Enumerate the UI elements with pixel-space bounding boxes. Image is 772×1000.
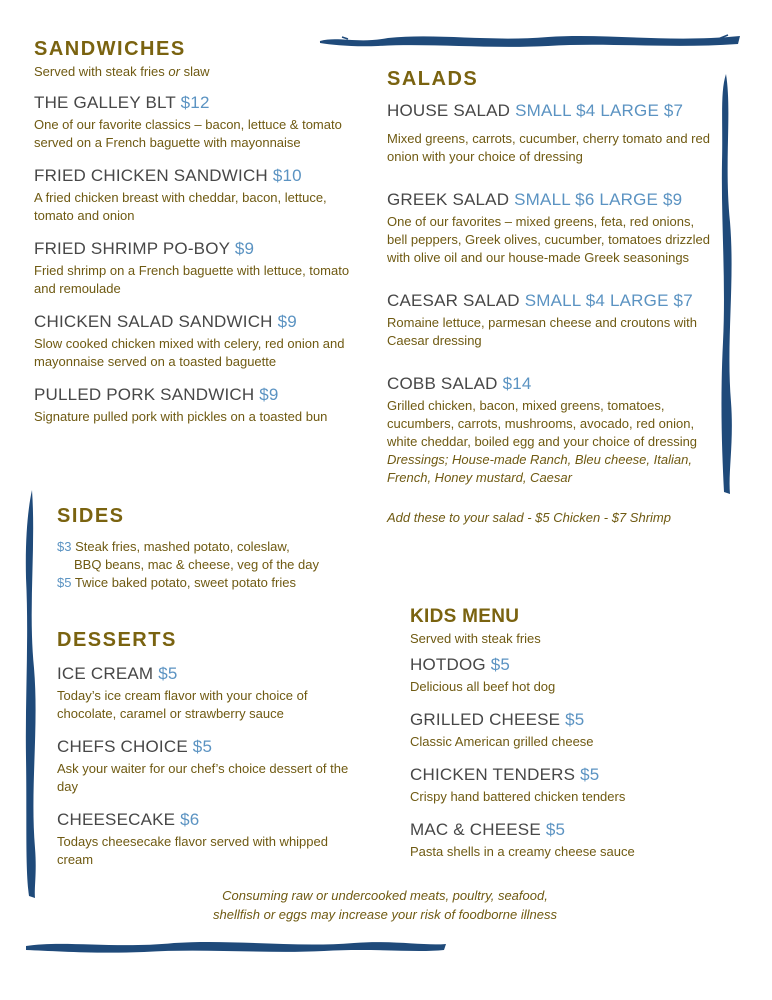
sides-line: $3 Steak fries, mashed potato, coleslaw, (57, 539, 290, 554)
kids-menu-subtitle: Served with steak fries (410, 631, 541, 646)
item-description: Mixed greens, carrots, cucumber, cherry tomato and red onion with your choice of dressing (387, 131, 710, 164)
item-price: $5 (580, 765, 600, 784)
item-price: $5 (545, 820, 566, 839)
menu-item (387, 101, 712, 166)
item-description: Slow cooked chicken mixed with celery, red onion and mayonnaise served on a toasted baguette (34, 336, 345, 369)
item-description: Romaine lettuce, parmesan cheese and croutons with Caesar dressing (387, 315, 698, 348)
item-price: $5 (490, 655, 511, 674)
brush-stroke-bottom (24, 936, 448, 956)
item-description: Crispy hand battered chicken tenders (410, 789, 626, 804)
menu-item (57, 810, 357, 869)
item-description: Grilled chicken, bacon, mixed greens, tomatoes, cucumbers, carrots, mushrooms, avocado, red onion, white cheddar, boiled egg and your choice of dressing (387, 398, 698, 449)
item-price: $5 (192, 737, 213, 756)
salad-addon-note: Add these to your salad - $5 Chicken - $7 Shrimp (387, 510, 671, 525)
sides-line: $5 Twice baked potato, sweet potato fries (57, 575, 296, 590)
item-description: One of our favorites – mixed greens, feta, red onions, bell peppers, Greek olives, cucumber, tomatoes drizzled with olive oil and our house-made Greek seasonings (387, 214, 710, 265)
item-description: Todays cheesecake flavor served with whipped cream (57, 834, 328, 867)
menu-item (34, 239, 364, 298)
item-price: $5 (158, 664, 178, 683)
item-name: CHICKEN TENDERS (410, 765, 576, 784)
item-description: Ask your waiter for our chef’s choice dessert of the day (57, 761, 349, 794)
menu-item (387, 190, 712, 267)
food-safety-notice (170, 886, 600, 924)
item-description: Delicious all beef hot dog (410, 679, 556, 694)
item-name: CAESAR SALAD (387, 291, 520, 310)
item-price: $12 (180, 93, 210, 112)
item-name: PULLED PORK SANDWICH (34, 385, 255, 404)
sandwiches-subtitle: Served with steak fries or slaw (34, 64, 210, 79)
item-name: HOTDOG (410, 655, 486, 674)
sides-price: $3 (57, 539, 72, 554)
item-name: THE GALLEY BLT (34, 93, 176, 112)
notice-line: Consuming raw or undercooked meats, poultry, seafood, (222, 888, 548, 903)
item-name: HOUSE SALAD (387, 101, 511, 120)
item-description: A fried chicken breast with cheddar, bacon, lettuce, tomato and onion (34, 190, 327, 223)
brush-stroke-left (22, 488, 44, 900)
item-price: $9 (234, 239, 255, 258)
menu-item (410, 765, 720, 806)
item-price: $14 (502, 374, 532, 393)
item-name: CHEESECAKE (57, 810, 176, 829)
item-price: $9 (259, 385, 279, 404)
item-price: $9 (277, 312, 297, 331)
sides-price: $5 (57, 575, 72, 590)
menu-item (34, 312, 364, 371)
item-name: COBB SALAD (387, 374, 498, 393)
menu-item (34, 93, 364, 152)
menu-item (387, 291, 712, 350)
menu-item (57, 737, 357, 796)
menu-item (387, 374, 712, 487)
salads-section (387, 68, 712, 527)
item-name: CHEFS CHOICE (57, 737, 188, 756)
item-description: Signature pulled pork with pickles on a toasted bun (34, 409, 328, 424)
brush-stroke-right (718, 72, 740, 496)
sides-section (57, 505, 357, 592)
sandwiches-section (34, 38, 364, 426)
item-name: MAC & CHEESE (410, 820, 541, 839)
item-price: SMALL $4 LARGE $7 (515, 101, 684, 120)
item-price: $5 (565, 710, 585, 729)
item-name: GREEK SALAD (387, 190, 510, 209)
item-price: $10 (272, 166, 302, 185)
dressings-note: Dressings; House-made Ranch, Bleu cheese, Italian, French, Honey mustard, Caesar (387, 452, 692, 485)
menu-item (34, 166, 364, 225)
item-name: FRIED SHRIMP PO-BOY (34, 239, 230, 258)
menu-item (34, 385, 364, 426)
menu-item (57, 664, 357, 723)
salads-title: SALADS (387, 68, 479, 90)
item-price: SMALL $4 LARGE $7 (524, 291, 693, 310)
brush-stroke-top (318, 30, 742, 52)
item-name: GRILLED CHEESE (410, 710, 561, 729)
sides-title: SIDES (57, 505, 125, 527)
notice-line: shellfish or eggs may increase your risk of foodborne illness (213, 907, 557, 922)
kids-menu-title: KIDS MENU (410, 606, 520, 627)
item-price: $6 (180, 810, 200, 829)
item-description: Classic American grilled cheese (410, 734, 594, 749)
sides-line: BBQ beans, mac & cheese, veg of the day (74, 557, 319, 572)
item-description: Fried shrimp on a French baguette with lettuce, tomato and remoulade (34, 263, 350, 296)
item-description: Today’s ice cream flavor with your choice of chocolate, caramel or strawberry sauce (57, 688, 308, 721)
item-name: FRIED CHICKEN SANDWICH (34, 166, 268, 185)
sandwiches-title: SANDWICHES (34, 38, 186, 60)
item-name: CHICKEN SALAD SANDWICH (34, 312, 273, 331)
desserts-section (57, 629, 357, 869)
desserts-title: DESSERTS (57, 629, 177, 651)
item-description: Pasta shells in a creamy cheese sauce (410, 844, 635, 859)
kids-menu-section (410, 606, 720, 861)
menu-item (410, 655, 720, 696)
item-name: ICE CREAM (57, 664, 154, 683)
item-description: One of our favorite classics – bacon, lettuce & tomato served on a French baguette with mayonnaise (34, 117, 342, 150)
item-price: SMALL $6 LARGE $9 (514, 190, 683, 209)
menu-item (410, 820, 720, 861)
menu-item (410, 710, 720, 751)
